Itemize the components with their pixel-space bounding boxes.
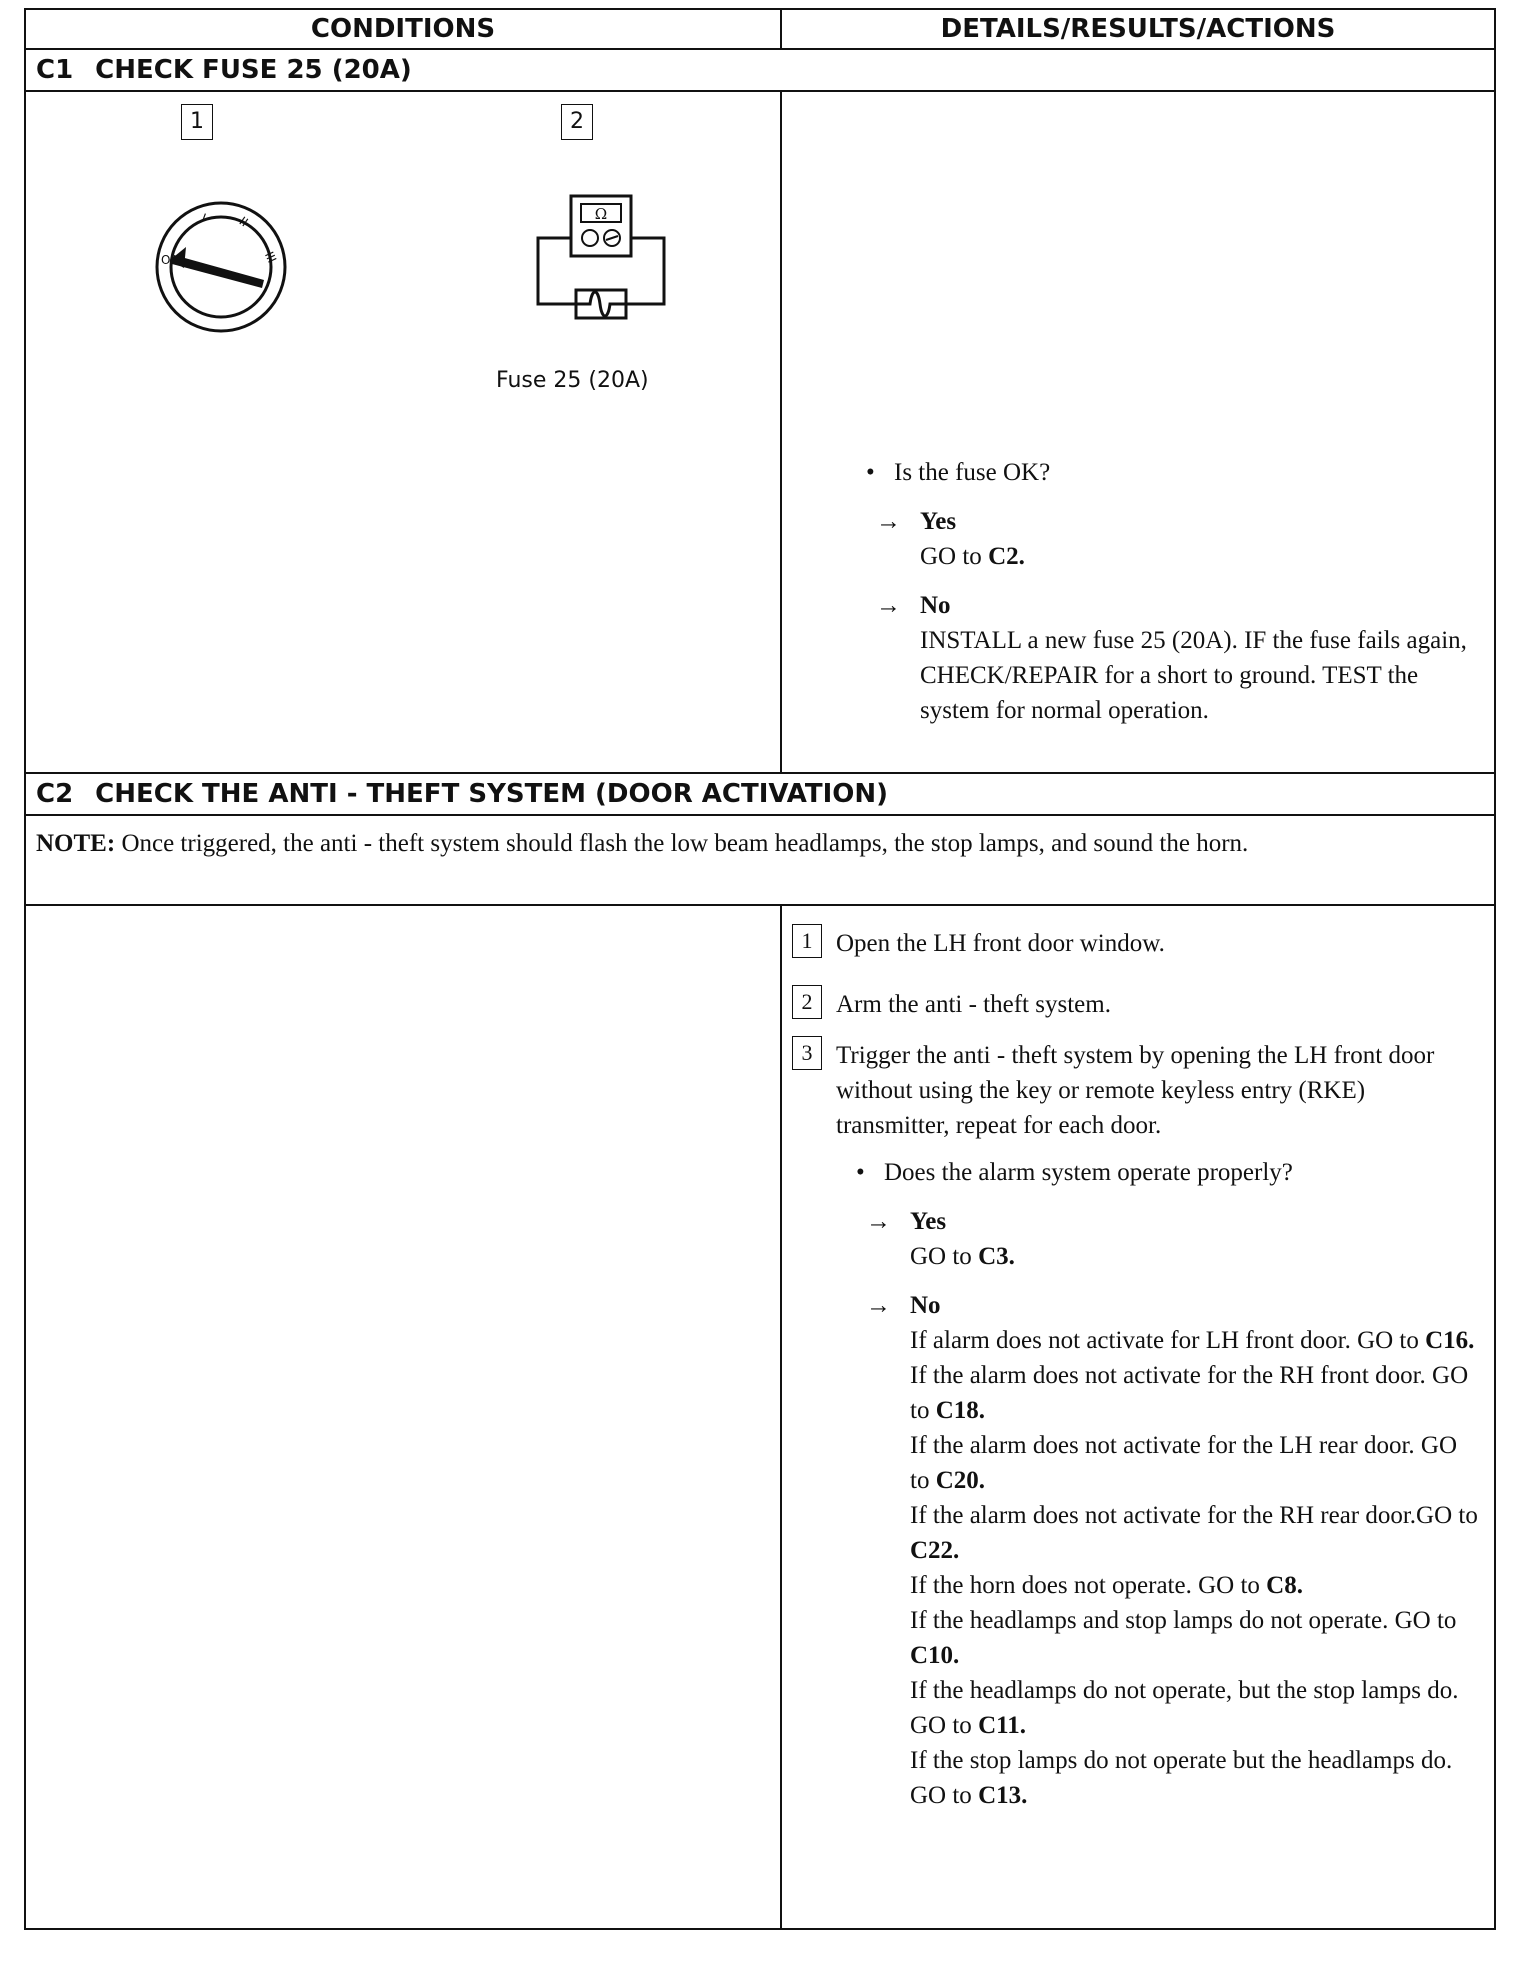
no-action-target: C18.: [935, 1397, 986, 1424]
no-action-text: If the horn does not operate. GO to: [910, 1572, 1267, 1599]
c2-conditions-cell: [26, 906, 782, 1928]
c2-no-label: No: [910, 1292, 941, 1319]
no-action-target: C20.: [935, 1467, 986, 1494]
c2-yes-action-target: C3.: [978, 1243, 1015, 1270]
c1-yes-branch: [866, 504, 1480, 574]
c2-yes-branch: [856, 1204, 1478, 1274]
c1-section-title: [26, 50, 1494, 92]
svg-text:O: O: [161, 253, 171, 267]
no-action-text: If the alarm does not activate for the LH rear door. GO to: [910, 1432, 1458, 1494]
arrow-icon: →: [876, 508, 901, 535]
no-action-text: If the headlamps and stop lamps do not operate. GO to: [910, 1607, 1457, 1634]
c1-question: [866, 455, 1480, 490]
c1-details-cell: [782, 92, 1494, 772]
c1-no-action: INSTALL a new fuse 25 (20A). IF the fuse fails again, CHECK/REPAIR for a short to ground. TEST the system for normal operation.: [920, 627, 1467, 724]
ohm-symbol: Ω: [594, 205, 608, 223]
no-action-text: If the stop lamps do not operate but the headlamps do. GO to: [910, 1747, 1453, 1809]
c2-no-action-6: [910, 1673, 1478, 1743]
c1-question-text: Is the fuse OK?: [894, 459, 1051, 486]
c2-section-title: [26, 774, 1494, 816]
no-action-target: C8.: [1266, 1572, 1303, 1599]
c2-yes-label: Yes: [910, 1208, 947, 1235]
c2-no-action-2: [910, 1428, 1478, 1498]
c2-no-action-1: [910, 1358, 1478, 1428]
no-action-text: If the headlamps do not operate, but the stop lamps do. GO to: [910, 1677, 1459, 1739]
c2-yes-action: [910, 1243, 1015, 1270]
c2-details-cell: [782, 906, 1494, 1928]
c2-step1-number: 1: [792, 924, 822, 958]
arrow-icon: →: [876, 592, 901, 619]
svg-text:I: I: [199, 210, 208, 226]
c2-step2-number: 2: [792, 985, 822, 1019]
c2-step-2: [792, 985, 1478, 1022]
c2-note: [26, 816, 1494, 906]
svg-text:II: II: [236, 213, 251, 230]
c2-step3-number: 3: [792, 1036, 822, 1070]
c2-code: C2: [36, 779, 74, 809]
arrow-icon: →: [866, 1292, 891, 1319]
c2-no-branch: [856, 1288, 1478, 1813]
ohmmeter-fuse-icon: [526, 192, 676, 332]
no-action-target: C13.: [978, 1782, 1028, 1809]
c1-step2-number: 2: [561, 104, 593, 140]
no-action-text: If alarm does not activate for LH front door. GO to: [910, 1327, 1426, 1354]
details-header: DETAILS/RESULTS/ACTIONS: [940, 14, 1336, 44]
no-action-target: C16.: [1425, 1327, 1475, 1354]
c1-code: C1: [36, 55, 74, 85]
c2-no-action-4: [910, 1568, 1478, 1603]
no-action-target: C11.: [978, 1712, 1026, 1739]
c1-yes-action: [920, 543, 1025, 570]
c1-yes-action-target: C2.: [988, 543, 1025, 570]
c1-step1-number: 1: [181, 104, 213, 140]
arrow-icon: →: [866, 1208, 891, 1235]
diagnostic-table: [24, 8, 1496, 1930]
c2-question: [856, 1155, 1478, 1190]
fuse-caption: Fuse 25 (20A): [496, 368, 649, 393]
c2-step-1: [792, 924, 1478, 961]
c2-no-action-3: [910, 1498, 1478, 1568]
c2-step2-text: Arm the anti - theft system.: [836, 991, 1111, 1018]
c1-body: [26, 92, 1494, 774]
ignition-key-icon: [146, 192, 296, 342]
c1-conditions-cell: [26, 92, 782, 772]
c2-question-text: Does the alarm system operate properly?: [884, 1159, 1293, 1186]
c1-title: CHECK FUSE 25 (20A): [95, 55, 412, 85]
no-action-text: If the alarm does not activate for the RH front door. GO to: [910, 1362, 1469, 1424]
c2-no-action-5: [910, 1603, 1478, 1673]
table-header: [26, 10, 1494, 50]
c2-title: CHECK THE ANTI - THEFT SYSTEM (DOOR ACTIVATION): [95, 779, 889, 809]
c2-note-text: Once triggered, the anti - theft system should flash the low beam headlamps, the stop lamps, and sound the horn.: [115, 830, 1249, 857]
c1-yes-label: Yes: [920, 508, 957, 535]
c2-no-action-0: [910, 1323, 1478, 1358]
c2-step-3: [792, 1036, 1478, 1143]
c2-body: [26, 906, 1494, 1928]
c2-yes-action-prefix: GO to: [910, 1243, 979, 1270]
no-action-target: C22.: [910, 1537, 960, 1564]
c1-yes-action-prefix: GO to: [920, 543, 989, 570]
c1-no-label: No: [920, 592, 951, 619]
c2-no-action-7: [910, 1743, 1478, 1813]
c2-step3-text: Trigger the anti - theft system by opening the LH front door without using the key or remote keyless entry (RKE) transmitter, repeat for each door.: [836, 1042, 1435, 1139]
c2-step1-text: Open the LH front door window.: [836, 930, 1165, 957]
conditions-header: CONDITIONS: [26, 10, 782, 48]
svg-text:III: III: [261, 249, 280, 265]
c1-no-branch: [866, 588, 1480, 728]
c2-note-label: NOTE:: [36, 830, 116, 857]
no-action-target: C10.: [910, 1642, 960, 1669]
no-action-text: If the alarm does not activate for the RH rear door.GO to: [910, 1502, 1478, 1529]
